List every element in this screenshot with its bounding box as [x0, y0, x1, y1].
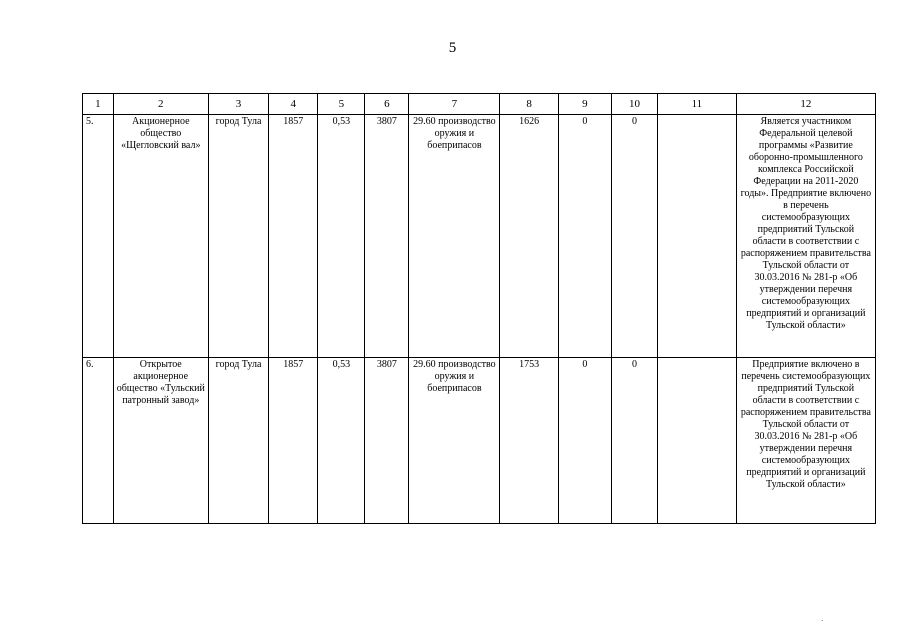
value-col-10: 0 [611, 115, 657, 358]
note: Является участником Федеральной целевой программы «Развитие оборонно-промышленного комплекса Российской Федерации на 2011-2020 годы». Предприятие включено в перечень системообразующих предприятий Тульской области в соответствии с распоряжением правительства Тульской области от 30.03.2016 № 281-р «Об утверждении перечня системообразующих предприятий и организаций Тульской области» [736, 115, 875, 358]
row-number: 6. [83, 358, 114, 524]
header-cell-9: 9 [558, 94, 611, 115]
value-col-10: 0 [611, 358, 657, 524]
value-col-8: 1626 [500, 115, 558, 358]
activity-code: 29.60 производство оружия и боеприпасов [409, 358, 500, 524]
header-cell-7: 7 [409, 94, 500, 115]
enterprise-name: Акционерное общество «Щегловский вал» [113, 115, 208, 358]
header-cell-1: 1 [83, 94, 114, 115]
city: город Тула [208, 115, 268, 358]
header-cell-6: 6 [365, 94, 409, 115]
header-cell-5: 5 [318, 94, 365, 115]
value-col-5: 0,53 [318, 358, 365, 524]
value-col-6: 3807 [365, 358, 409, 524]
table-row [83, 115, 876, 358]
activity-code: 29.60 производство оружия и боеприпасов [409, 115, 500, 358]
value-col-6: 3807 [365, 115, 409, 358]
header-cell-3: 3 [208, 94, 268, 115]
value-col-4: 1857 [269, 358, 318, 524]
header-cell-11: 11 [657, 94, 736, 115]
value-col-9: 0 [558, 358, 611, 524]
enterprise-table [82, 93, 876, 524]
header-cell-4: 4 [269, 94, 318, 115]
value-col-5: 0,53 [318, 115, 365, 358]
header-cell-2: 2 [113, 94, 208, 115]
scan-artifact: · [821, 617, 824, 625]
header-cell-10: 10 [611, 94, 657, 115]
value-col-9: 0 [558, 115, 611, 358]
note: Предприятие включено в перечень системообразующих предприятий Тульской области в соответствии с распоряжением правительства Тульской области от 30.03.2016 № 281-р «Об утверждении перечня системообразующих предприятий и организаций Тульской области» [736, 358, 875, 524]
value-col-4: 1857 [269, 115, 318, 358]
header-row [83, 94, 876, 115]
value-col-11 [657, 358, 736, 524]
page-number: 5 [448, 40, 457, 56]
header-cell-8: 8 [500, 94, 558, 115]
enterprise-name: Открытое акционерное общество «Тульский патронный завод» [113, 358, 208, 524]
row-number: 5. [83, 115, 114, 358]
header-cell-12: 12 [736, 94, 875, 115]
value-col-8: 1753 [500, 358, 558, 524]
value-col-11 [657, 115, 736, 358]
city: город Тула [208, 358, 268, 524]
table-row [83, 358, 876, 524]
